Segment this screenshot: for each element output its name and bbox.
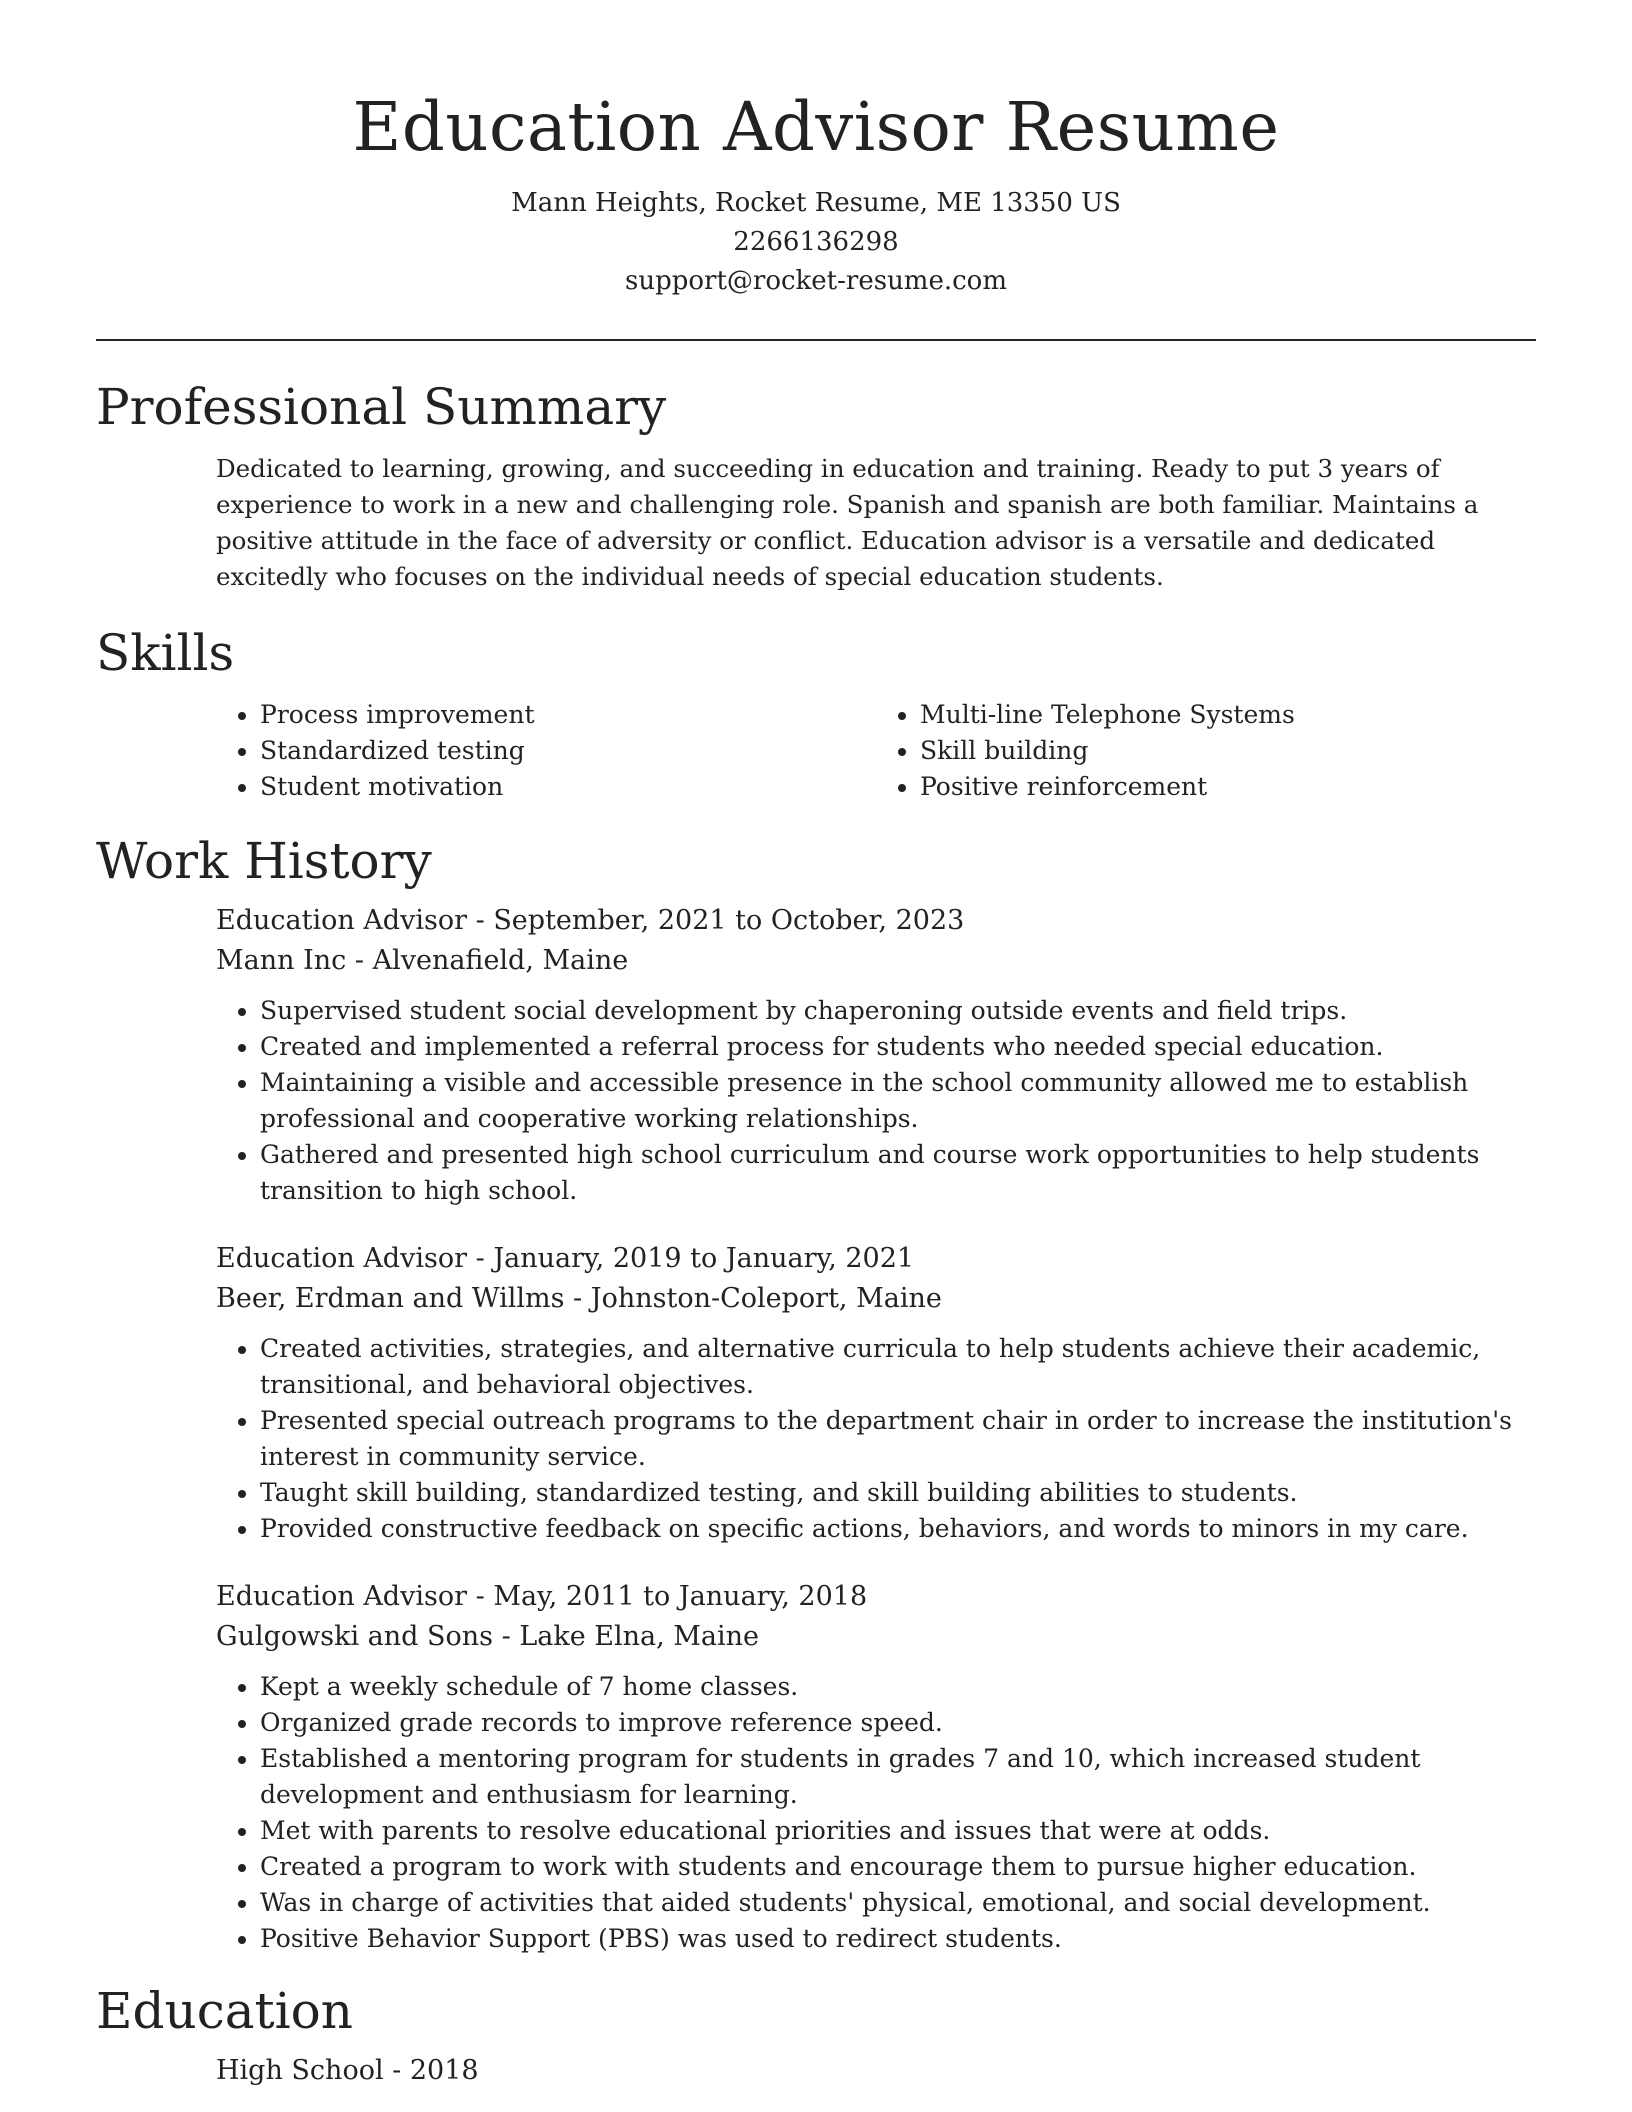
skills-section [96, 621, 1536, 805]
email-text: support@rocket-resume.com [624, 266, 1007, 296]
skill-item: • Standardized testing [260, 733, 876, 769]
work-history-section [96, 829, 1536, 1957]
section-heading: Professional Summary [96, 378, 667, 436]
job-entry [96, 901, 1536, 1209]
job-location: Johnston-Coleport, Maine [590, 1283, 942, 1314]
address-text: Mann Heights, Rocket Resume, ME 13350 US [511, 188, 1121, 218]
job-duties-list [216, 1669, 1536, 1957]
job-duty: • Established a mentoring program for students in grades 7 and 10, which increased student development and enthusiasm for learning. [260, 1741, 1536, 1813]
job-entry [96, 1577, 1536, 1957]
job-duty: • Presented special outreach programs to the department chair in order to increase the institution's interest in community service. [260, 1403, 1536, 1475]
job-duties-list [216, 1331, 1536, 1547]
professional-summary-section [96, 375, 1536, 595]
section-heading: Work History [96, 832, 432, 890]
job-company: Mann Inc [216, 945, 347, 976]
education-entry: High School - 2018 [216, 2055, 479, 2086]
job-entry [96, 1239, 1536, 1547]
job-duty: • Created a program to work with students and encourage them to pursue higher education. [260, 1849, 1536, 1885]
section-heading: Education [96, 1982, 353, 2040]
job-duty: • Supervised student social development by chaperoning outside events and field trips. [260, 993, 1536, 1029]
job-dates: January, 2019 to January, 2021 [493, 1243, 915, 1274]
job-role: Education Advisor [216, 1243, 468, 1274]
skill-item: • Student motivation [260, 769, 876, 805]
skills-column-left [216, 697, 876, 805]
job-title-line: Education Advisor - May, 2011 to January, 2018 [216, 1581, 868, 1612]
job-duty: • Provided constructive feedback on specific actions, behaviors, and words to minors in my care. [260, 1511, 1536, 1547]
job-dates: May, 2011 to January, 2018 [493, 1581, 868, 1612]
job-duty: • Created and implemented a referral process for students who needed special education. [260, 1029, 1536, 1065]
skill-item: • Multi-line Telephone Systems [920, 697, 1536, 733]
job-duties-list [216, 993, 1536, 1209]
job-company: Gulgowski and Sons [216, 1621, 494, 1652]
job-duty: • Gathered and presented high school curriculum and course work opportunities to help students transition to high school. [260, 1137, 1536, 1209]
job-title-line: Education Advisor - January, 2019 to January, 2021 [216, 1243, 915, 1274]
job-duty: • Taught skill building, standardized testing, and skill building abilities to students. [260, 1475, 1536, 1511]
job-duty: • Positive Behavior Support (PBS) was used to redirect students. [260, 1921, 1536, 1957]
job-title-line: Education Advisor - September, 2021 to October, 2023 [216, 905, 965, 936]
job-duty: • Was in charge of activities that aided students' physical, emotional, and social development. [260, 1885, 1536, 1921]
resume-header [96, 0, 1536, 301]
job-company-line: Beer, Erdman and Willms - Johnston-Coleport, Maine [216, 1283, 942, 1314]
job-company-line: Gulgowski and Sons - Lake Elna, Maine [216, 1621, 760, 1652]
section-heading: Skills [96, 624, 235, 682]
skill-item: • Process improvement [260, 697, 876, 733]
job-duty: • Maintaining a visible and accessible presence in the school community allowed me to establish professional and cooperative working relationships. [260, 1065, 1536, 1137]
resume-title: Education Advisor Resume [352, 88, 1280, 166]
skill-item: • Positive reinforcement [920, 769, 1536, 805]
contact-info [96, 184, 1536, 301]
summary-paragraph: Dedicated to learning, growing, and succeeding in education and training. Ready to put 3 years of experience to work in a new and challenging role. Spanish and spanish are both familiar. Maintains a positive attitude in the face of adversity or conflict. Education advisor is a versatile and dedicated excitedly who focuses on the individual needs of special education students. [216, 454, 1479, 591]
job-company: Beer, Erdman and Willms [216, 1283, 565, 1314]
job-dates: September, 2021 to October, 2023 [493, 905, 965, 936]
education-section [96, 1979, 1536, 2091]
skills-grid [96, 697, 1536, 805]
skills-column-right [876, 697, 1536, 805]
job-location: Lake Elna, Maine [519, 1621, 760, 1652]
job-company-line: Mann Inc - Alvenafield, Maine [216, 945, 629, 976]
job-duty: • Organized grade records to improve reference speed. [260, 1705, 1536, 1741]
skill-item: • Skill building [920, 733, 1536, 769]
job-duty: • Met with parents to resolve educational priorities and issues that were at odds. [260, 1813, 1536, 1849]
phone-text: 2266136298 [733, 227, 899, 257]
job-role: Education Advisor [216, 1581, 468, 1612]
job-role: Education Advisor [216, 905, 468, 936]
job-duty: • Kept a weekly schedule of 7 home classes. [260, 1669, 1536, 1705]
job-duty: • Created activities, strategies, and alternative curricula to help students achieve their academic, transitional, and behavioral objectives. [260, 1331, 1536, 1403]
job-location: Alvenafield, Maine [372, 945, 629, 976]
header-divider [96, 339, 1536, 341]
